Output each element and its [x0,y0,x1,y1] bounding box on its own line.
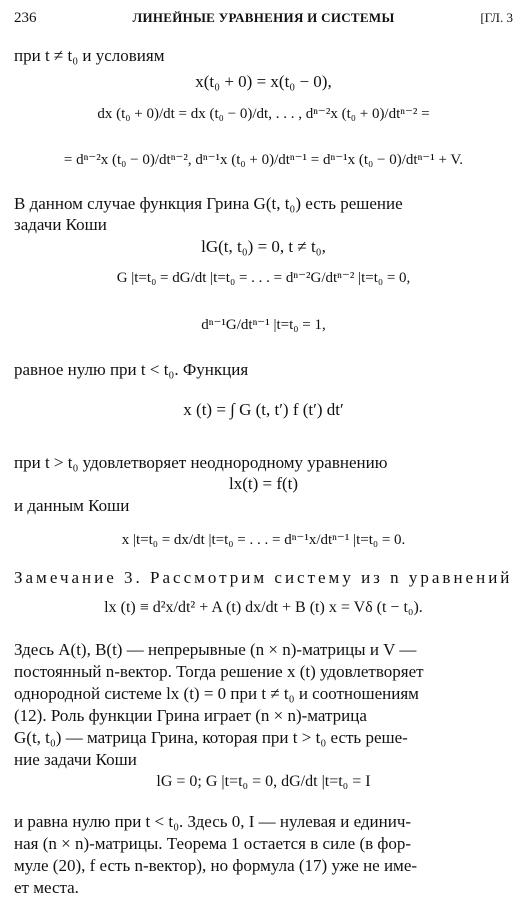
text-line: равное нулю при t < t₀. Функция [14,360,249,379]
text-line: при t ≠ t₀ и условиям [14,46,165,65]
text-line: ет места. [14,878,79,897]
equation: = dⁿ⁻²x (t₀ − 0)/dtⁿ⁻², dⁿ⁻¹x (t₀ + 0)/dtⁿ⁻¹ = dⁿ⁻¹x (t₀ − 0)/dtⁿ⁻¹ + V. [63,152,464,168]
text-line: при t > t₀ удовлетворяет неоднородному уравнению [14,453,388,472]
text-line: и равна нулю при t < t₀. Здесь 0, I — нулевая и единич- [14,812,412,831]
equation: dx (t₀ + 0)/dt = dx (t₀ − 0)/dt, . . . , dⁿ⁻²x (t₀ + 0)/dtⁿ⁻² = [97,106,430,122]
text-line: ние задачи Коши [14,750,137,769]
text-line: ная (n × n)-матрицы. Теорема 1 остается в силе (в фор- [14,834,412,853]
text-line: задачи Коши [14,215,107,234]
text-line: G(t, t₀) — матрица Грина, которая при t > t₀ есть реше- [14,728,408,747]
page-number: 236 [14,10,37,26]
equation: G |t=t₀ = dG/dt |t=t₀ = . . . = dⁿ⁻²G/dtⁿ⁻² |t=t₀ = 0, [116,270,411,286]
text-line: однородной системе lx (t) = 0 при t ≠ t₀ и соотношениям [14,684,419,703]
text-line: Здесь A(t), B(t) — непрерывные (n × n)-матрицы и V — [14,640,417,659]
equation: lG = 0; G |t=t₀ = 0, dG/dt |t=t₀ = I [156,773,371,790]
equation: lG(t, t₀) = 0, t ≠ t₀, [201,237,326,256]
remark-line: Замечание 3. Рассмотрим систему из n уравнений [14,568,513,587]
chapter-marker: [ГЛ. 3 [480,10,513,25]
equation: x (t) = ∫ G (t, t′) f (t′) dt′ [183,400,344,419]
text-line: и данным Коши [14,496,130,515]
equation: lx (t) ≡ d²x/dt² + A (t) dx/dt + B (t) x = Vδ (t − t₀). [104,599,423,616]
text-line: (12). Роль функции Грина играет (n × n)-матрица [14,706,367,725]
text-line: постоянный n-вектор. Тогда решение x (t) удовлетворяет [14,662,424,681]
equation: x |t=t₀ = dx/dt |t=t₀ = . . . = dⁿ⁻¹x/dtⁿ⁻¹ |t=t₀ = 0. [121,532,406,548]
running-title: ЛИНЕЙНЫЕ УРАВНЕНИЯ И СИСТЕМЫ [132,10,395,25]
equation: dⁿ⁻¹G/dtⁿ⁻¹ |t=t₀ = 1, [201,317,326,333]
text-line: В данном случае функция Грина G(t, t₀) есть решение [14,194,403,213]
page-header [14,10,513,30]
equation: x(t₀ + 0) = x(t₀ − 0), [195,72,332,91]
text-line: муле (20), f есть n-вектор), но формула (17) уже не име- [14,856,418,875]
equation: lx(t) = f(t) [228,474,299,493]
